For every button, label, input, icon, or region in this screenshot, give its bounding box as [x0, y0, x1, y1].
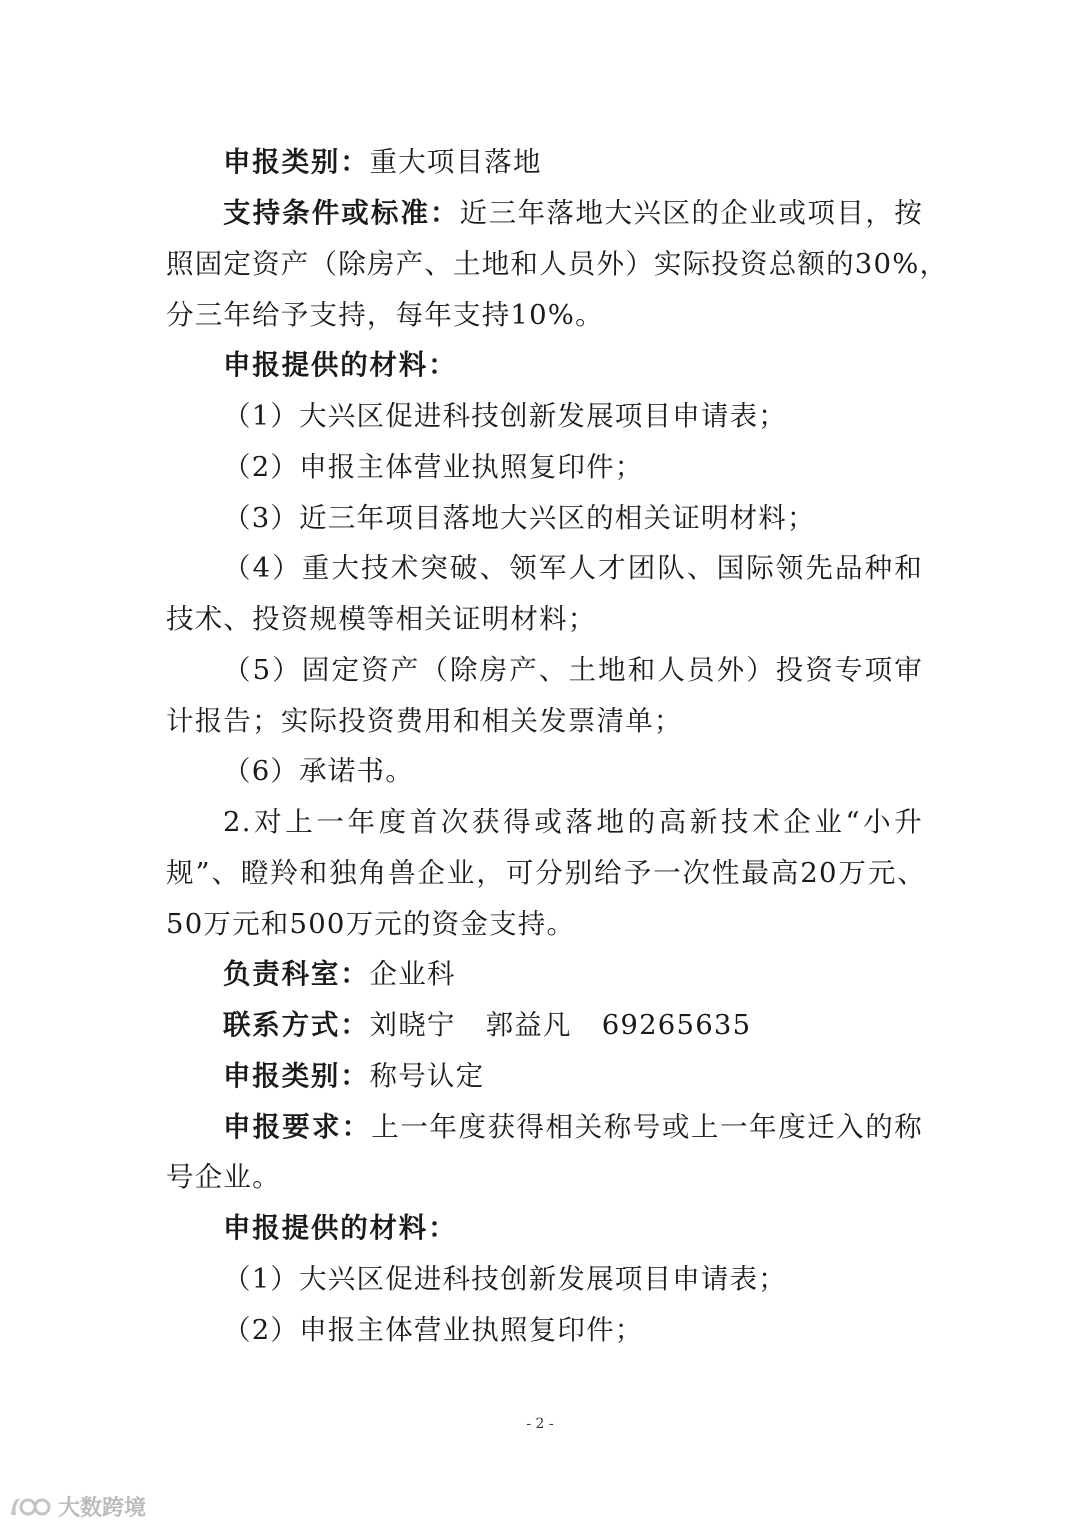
paragraph-line [223, 1108, 923, 1148]
section-heading: 申报提供的材料： [223, 349, 458, 381]
field-label: 联系方式： [223, 1009, 370, 1041]
list-item: （4）重大技术突破、领军人才团队、国际领先品种和 [223, 552, 923, 584]
field-value: 企业科 [369, 958, 456, 990]
list-item: （2）申报主体营业执照复印件； [223, 1314, 644, 1346]
section-heading: 申报提供的材料： [223, 1212, 458, 1244]
page-number: - 2 - [526, 1416, 554, 1432]
contact-phone: 69265635 [601, 1009, 752, 1041]
list-item: （2）申报主体营业执照复印件； [223, 451, 644, 483]
field-label: 负责科室： [223, 958, 370, 990]
field-value: 上一年度获得相关称号或上一年度迁入的称 [371, 1111, 923, 1143]
paragraph-line: 2.对上一年度首次获得或落地的高新技术企业“小升 [223, 806, 923, 838]
paragraph-line: 规”、瞪羚和独角兽企业，可分别给予一次性最高20万元、 [166, 857, 926, 889]
paragraph-line: 分三年给予支持，每年支持10%。 [166, 299, 604, 331]
field-label: 申报类别： [223, 146, 370, 178]
paragraph-line [223, 194, 923, 234]
list-item: （5）固定资产（除房产、土地和人员外）投资专项审 [223, 654, 923, 686]
paragraph-line: 计报告；实际投资费用和相关发票清单； [166, 705, 683, 737]
watermark [8, 1490, 146, 1522]
paragraph-line: 号企业。 [166, 1161, 281, 1193]
paragraph-line: 照固定资产（除房产、土地和人员外）实际投资总额的30%， [166, 248, 949, 280]
paragraph-line [223, 955, 923, 995]
paragraph-line [223, 143, 923, 183]
paragraph-line [223, 1057, 923, 1097]
field-label: 申报类别： [223, 1060, 370, 1092]
paragraph-line: 50万元和500万元的资金支持。 [166, 908, 576, 940]
field-label: 支持条件或标准： [223, 197, 460, 229]
watermark-text: 大数跨境 [58, 1495, 147, 1521]
list-item: （1）大兴区促进科技创新发展项目申请表； [223, 1263, 787, 1295]
paragraph-line: 技术、投资规模等相关证明材料； [166, 603, 597, 635]
field-value: 称号认定 [369, 1060, 485, 1092]
contact-name: 刘晓宁 [369, 1009, 456, 1041]
list-item: （6）承诺书。 [223, 755, 414, 787]
list-item: （1）大兴区促进科技创新发展项目申请表； [223, 400, 787, 432]
contact-name: 郭益凡 [485, 1009, 572, 1041]
logo-icon [8, 1493, 52, 1519]
field-value: 重大项目落地 [369, 146, 542, 178]
contact-line [223, 1006, 923, 1046]
field-label: 申报要求： [223, 1111, 372, 1143]
field-value: 近三年落地大兴区的企业或项目，按 [459, 197, 923, 229]
list-item: （3）近三年项目落地大兴区的相关证明材料； [223, 502, 816, 534]
